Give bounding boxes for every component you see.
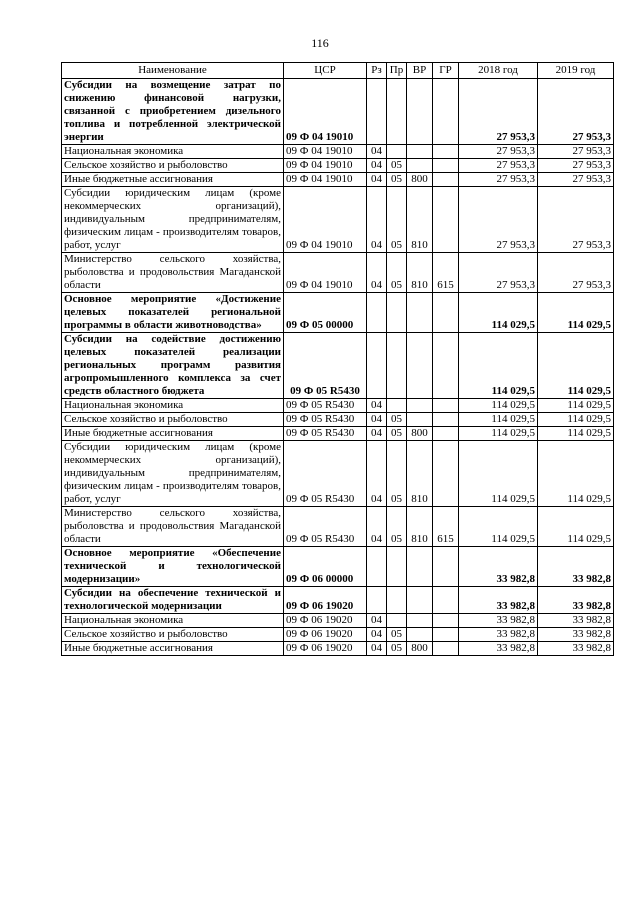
cell-vr (407, 399, 433, 413)
cell-pr (387, 399, 407, 413)
cell-pr: 05 (387, 628, 407, 642)
table-header-row (62, 63, 614, 79)
table-row (62, 399, 614, 413)
cell-pr (387, 145, 407, 159)
cell-pr: 05 (387, 253, 407, 293)
cell-name: Субсидии на возмещение затрат по снижению финансовой нагрузки, связанной с приобретением дизельного топлива и потребленной электрической энергии (62, 79, 284, 145)
cell-gr (433, 187, 459, 253)
cell-vr (407, 293, 433, 333)
cell-2019: 27 953,3 (538, 253, 614, 293)
cell-vr (407, 628, 433, 642)
cell-2018: 27 953,3 (459, 159, 538, 173)
cell-name: Субсидии на содействие достижению целевых показателей реализации региональных программ развития агропромышленного комплекса за счет средств областного бюджета (62, 333, 284, 399)
table-row (62, 642, 614, 656)
budget-table (61, 62, 614, 656)
page-number: 116 (311, 36, 329, 50)
cell-gr: 615 (433, 507, 459, 547)
cell-csr: 09 Ф 04 19010 (284, 187, 367, 253)
table-row (62, 187, 614, 253)
cell-rz: 04 (367, 187, 387, 253)
cell-csr: 09 Ф 04 19010 (284, 173, 367, 187)
cell-2019: 33 982,8 (538, 628, 614, 642)
cell-csr: 09 Ф 06 19020 (284, 614, 367, 628)
cell-pr (387, 79, 407, 145)
cell-name: Иные бюджетные ассигнования (62, 427, 284, 441)
cell-pr (387, 587, 407, 614)
cell-pr (387, 293, 407, 333)
cell-gr (433, 413, 459, 427)
cell-rz: 04 (367, 507, 387, 547)
cell-name: Сельское хозяйство и рыболовство (62, 628, 284, 642)
cell-2018: 114 029,5 (459, 441, 538, 507)
cell-2019: 27 953,3 (538, 173, 614, 187)
cell-2018: 114 029,5 (459, 399, 538, 413)
cell-vr: 810 (407, 507, 433, 547)
cell-vr: 800 (407, 642, 433, 656)
header-vr: ВР (407, 63, 433, 79)
cell-rz: 04 (367, 159, 387, 173)
cell-vr (407, 333, 433, 399)
cell-rz (367, 587, 387, 614)
cell-rz: 04 (367, 145, 387, 159)
cell-2018: 33 982,8 (459, 547, 538, 587)
table-row (62, 547, 614, 587)
cell-gr (433, 614, 459, 628)
table-row (62, 628, 614, 642)
table-row (62, 253, 614, 293)
cell-vr: 800 (407, 173, 433, 187)
cell-2019: 114 029,5 (538, 413, 614, 427)
header-2019: 2019 год (538, 63, 614, 79)
cell-rz: 04 (367, 614, 387, 628)
cell-2019: 27 953,3 (538, 159, 614, 173)
header-rz: Рз (367, 63, 387, 79)
cell-2019: 27 953,3 (538, 79, 614, 145)
cell-gr (433, 145, 459, 159)
cell-csr: 09 Ф 04 19010 (284, 159, 367, 173)
cell-name: Иные бюджетные ассигнования (62, 173, 284, 187)
cell-2018: 27 953,3 (459, 173, 538, 187)
cell-2018: 114 029,5 (459, 507, 538, 547)
cell-pr (387, 614, 407, 628)
cell-rz (367, 79, 387, 145)
cell-name: Основное мероприятие «Обеспечение технической и технологической модернизации» (62, 547, 284, 587)
cell-csr: 09 Ф 05 R5430 (284, 441, 367, 507)
cell-2019: 27 953,3 (538, 187, 614, 253)
cell-2019: 114 029,5 (538, 333, 614, 399)
cell-2019: 114 029,5 (538, 427, 614, 441)
cell-csr: 09 Ф 04 19010 (284, 253, 367, 293)
cell-2019: 27 953,3 (538, 145, 614, 159)
cell-vr: 800 (407, 427, 433, 441)
cell-csr: 09 Ф 04 19010 (284, 79, 367, 145)
cell-pr (387, 547, 407, 587)
cell-2019: 33 982,8 (538, 642, 614, 656)
cell-gr (433, 628, 459, 642)
cell-name: Национальная экономика (62, 614, 284, 628)
header-csr: ЦСР (284, 63, 367, 79)
cell-name: Субсидии на обеспечение технической и технологической модернизации (62, 587, 284, 614)
cell-rz: 04 (367, 399, 387, 413)
cell-pr: 05 (387, 159, 407, 173)
cell-vr (407, 587, 433, 614)
table-row (62, 293, 614, 333)
cell-csr: 09 Ф 06 19020 (284, 642, 367, 656)
cell-rz: 04 (367, 441, 387, 507)
cell-vr (407, 159, 433, 173)
cell-rz: 04 (367, 427, 387, 441)
cell-2019: 114 029,5 (538, 441, 614, 507)
cell-name: Министерство сельского хозяйства, рыболовства и продовольствия Магаданской области (62, 253, 284, 293)
cell-2018: 114 029,5 (459, 293, 538, 333)
cell-2019: 33 982,8 (538, 614, 614, 628)
cell-2018: 27 953,3 (459, 79, 538, 145)
cell-pr: 05 (387, 507, 407, 547)
cell-gr (433, 293, 459, 333)
cell-csr: 09 Ф 05 R5430 (284, 427, 367, 441)
cell-pr: 05 (387, 441, 407, 507)
cell-csr: 09 Ф 06 19020 (284, 628, 367, 642)
cell-pr: 05 (387, 642, 407, 656)
cell-name: Национальная экономика (62, 399, 284, 413)
table-row (62, 413, 614, 427)
cell-rz (367, 293, 387, 333)
table-row (62, 441, 614, 507)
cell-gr (433, 79, 459, 145)
cell-vr: 810 (407, 253, 433, 293)
cell-gr (433, 159, 459, 173)
cell-csr: 09 Ф 05 R5430 (284, 507, 367, 547)
cell-pr: 05 (387, 413, 407, 427)
cell-rz (367, 333, 387, 399)
cell-2019: 33 982,8 (538, 547, 614, 587)
cell-gr (433, 173, 459, 187)
table-body (62, 79, 614, 656)
table-row (62, 507, 614, 547)
cell-gr (433, 399, 459, 413)
cell-2018: 27 953,3 (459, 145, 538, 159)
header-gr: ГР (433, 63, 459, 79)
cell-vr (407, 614, 433, 628)
table-row (62, 614, 614, 628)
cell-vr (407, 79, 433, 145)
cell-2018: 33 982,8 (459, 614, 538, 628)
table-row (62, 333, 614, 399)
cell-gr (433, 547, 459, 587)
cell-csr: 09 Ф 05 00000 (284, 293, 367, 333)
cell-csr: 09 Ф 04 19010 (284, 145, 367, 159)
cell-rz: 04 (367, 628, 387, 642)
cell-vr (407, 547, 433, 587)
cell-pr: 05 (387, 187, 407, 253)
table-row (62, 427, 614, 441)
cell-rz (367, 547, 387, 587)
table-row (62, 173, 614, 187)
cell-pr: 05 (387, 173, 407, 187)
cell-gr (433, 587, 459, 614)
table-row (62, 159, 614, 173)
cell-csr: 09 Ф 05 R5430 (284, 413, 367, 427)
cell-2019: 33 982,8 (538, 587, 614, 614)
cell-2019: 114 029,5 (538, 507, 614, 547)
cell-2019: 114 029,5 (538, 293, 614, 333)
cell-csr: 09 Ф 06 19020 (284, 587, 367, 614)
cell-name: Иные бюджетные ассигнования (62, 642, 284, 656)
cell-name: Сельское хозяйство и рыболовство (62, 413, 284, 427)
cell-2018: 114 029,5 (459, 333, 538, 399)
cell-name: Субсидии юридическим лицам (кроме некоммерческих организаций), индивидуальным предпринимателям, физическим лицам - производителям товаров, работ, услуг (62, 187, 284, 253)
cell-name: Министерство сельского хозяйства, рыболовства и продовольствия Магаданской области (62, 507, 284, 547)
cell-2019: 114 029,5 (538, 399, 614, 413)
cell-name: Национальная экономика (62, 145, 284, 159)
cell-vr: 810 (407, 441, 433, 507)
cell-2018: 33 982,8 (459, 642, 538, 656)
table-row (62, 587, 614, 614)
cell-2018: 27 953,3 (459, 187, 538, 253)
cell-name: Сельское хозяйство и рыболовство (62, 159, 284, 173)
cell-rz: 04 (367, 253, 387, 293)
cell-gr (433, 427, 459, 441)
header-name: Наименование (62, 63, 284, 79)
cell-2018: 114 029,5 (459, 427, 538, 441)
cell-gr (433, 642, 459, 656)
cell-vr (407, 413, 433, 427)
cell-rz: 04 (367, 642, 387, 656)
cell-csr: 09 Ф 05 R5430 (284, 399, 367, 413)
table-row (62, 79, 614, 145)
cell-vr: 810 (407, 187, 433, 253)
cell-2018: 27 953,3 (459, 253, 538, 293)
cell-gr (433, 333, 459, 399)
cell-2018: 33 982,8 (459, 587, 538, 614)
cell-gr: 615 (433, 253, 459, 293)
cell-2018: 33 982,8 (459, 628, 538, 642)
cell-vr (407, 145, 433, 159)
cell-pr (387, 333, 407, 399)
cell-csr: 09 Ф 06 00000 (284, 547, 367, 587)
cell-gr (433, 441, 459, 507)
header-pr: Пр (387, 63, 407, 79)
cell-rz: 04 (367, 413, 387, 427)
header-2018: 2018 год (459, 63, 538, 79)
table-row (62, 145, 614, 159)
cell-2018: 114 029,5 (459, 413, 538, 427)
cell-name: Основное мероприятие «Достижение целевых показателей региональной программы в области животноводства» (62, 293, 284, 333)
cell-pr: 05 (387, 427, 407, 441)
cell-name: Субсидии юридическим лицам (кроме некоммерческих организаций), индивидуальным предпринимателям, физическим лицам - производителям товаров, работ, услуг (62, 441, 284, 507)
cell-rz: 04 (367, 173, 387, 187)
cell-csr: 09 Ф 05 R5430 (284, 333, 367, 399)
